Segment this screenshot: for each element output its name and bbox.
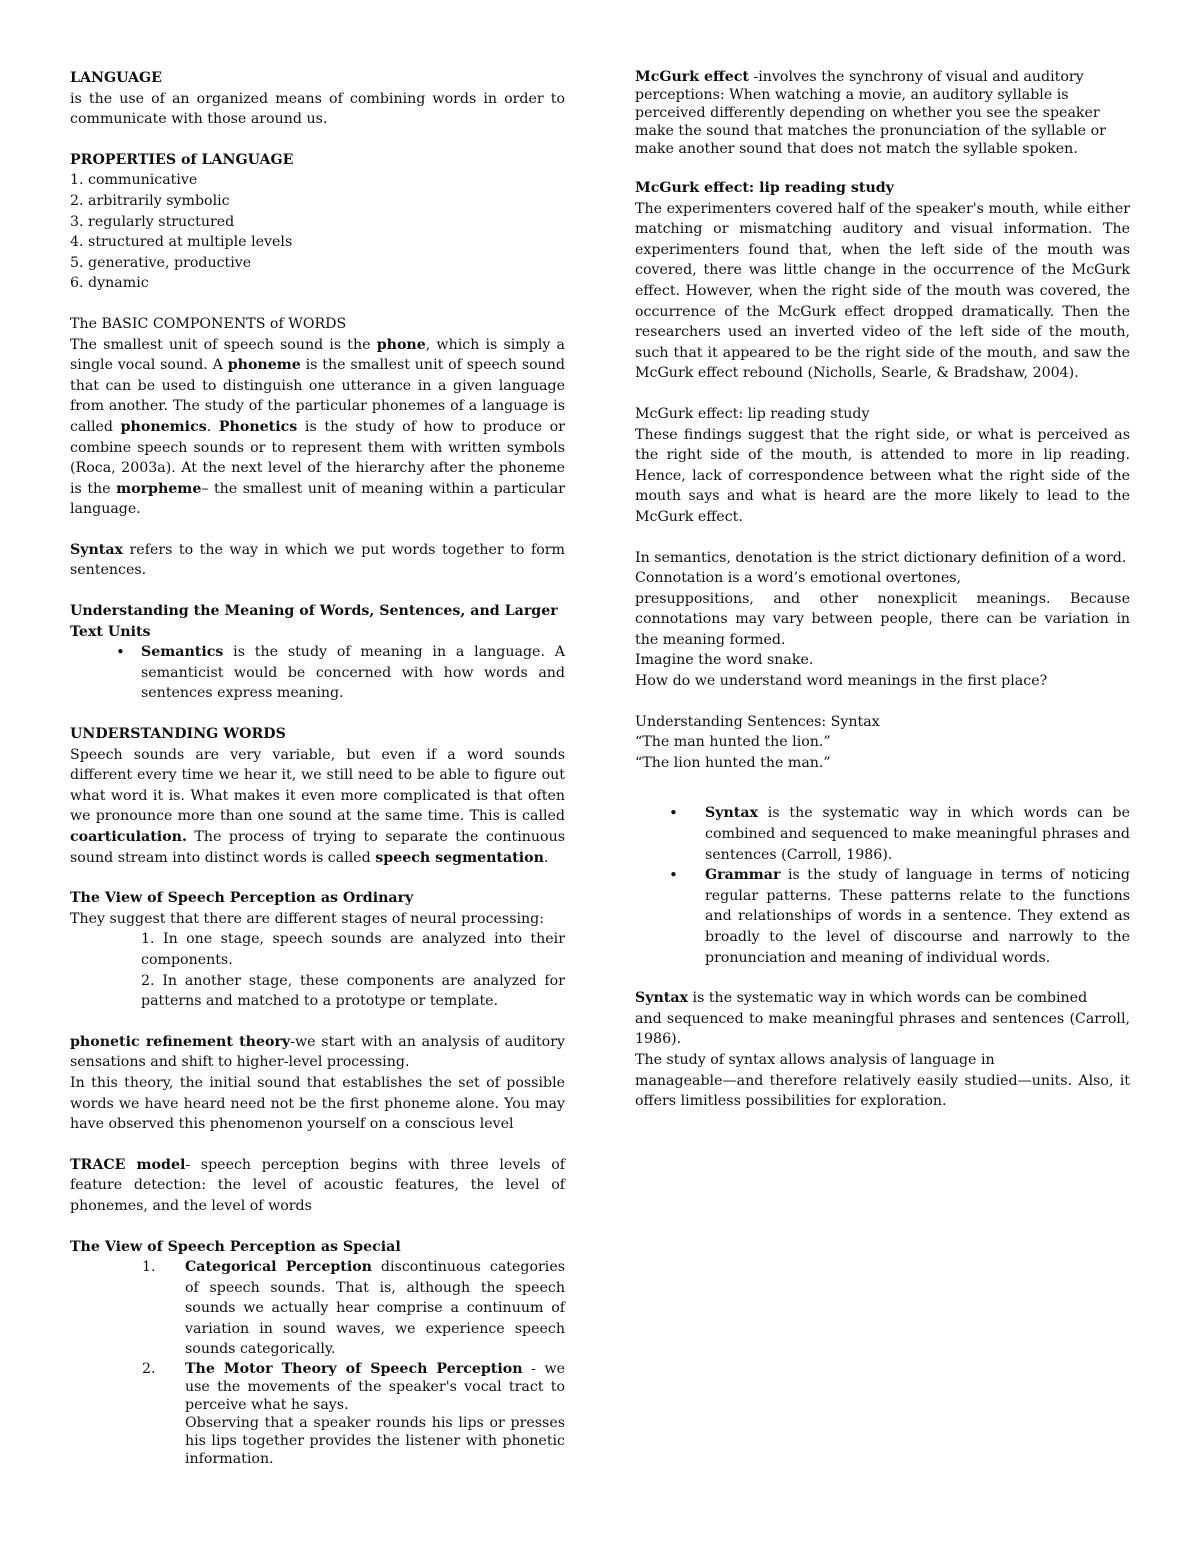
words-heading: UNDERSTANDING WORDS [70, 726, 286, 743]
example-sentence: “The lion hunted the man.” [635, 754, 831, 771]
term-grammar: Grammar [705, 867, 781, 884]
term-motor-theory: The Motor Theory of Speech Perception [185, 1361, 523, 1378]
example-sentence: “The man hunted the lion.” [635, 734, 831, 751]
term-syntax: Syntax [70, 541, 124, 558]
property-item: 4. structured at multiple levels [70, 234, 293, 251]
syntax-grammar-list [635, 803, 1130, 968]
term-phonetic-refinement: phonetic refinement theory [70, 1033, 291, 1050]
semantics-line: Connotation is a word’s emotional overtones, [635, 570, 962, 587]
property-item: 2. arbitrarily symbolic [70, 192, 230, 209]
syntax2-line: Syntax is the systematic way in which words can be combined [635, 990, 1088, 1007]
semantics-line: In semantics, denotation is the strict dictionary definition of a word. [635, 549, 1127, 566]
refinement-paragraph: phonetic refinement theory-we start with an analysis of auditory sensations and shift to higher-level processing. [70, 1033, 565, 1071]
term-syntax-2: Syntax [635, 990, 689, 1007]
ordinary-stage: 1. In one stage, speech sounds are analyzed into their components. [141, 931, 565, 968]
term-syntax-bullet: Syntax [705, 805, 759, 822]
trace-paragraph: TRACE model- speech perception begins with three levels of feature detection: the level of acoustic features, the level of phonemes, and the level of words [70, 1156, 565, 1214]
refinement-paragraph-2: In this theory, the initial sound that establishes the set of possible words we have heard need not be the first phoneme alone. You may have observed this phenomenon yourself on a conscious level [70, 1074, 565, 1133]
term-morpheme: morpheme [116, 480, 202, 497]
list-item: • Syntax is the systematic way in which words can be combined and sequenced to make meaningful phrases and sentences (Carroll, 1986). [635, 803, 1130, 865]
syntax-paragraph: Syntax refers to the way in which we put words together to form sentences. [70, 541, 565, 579]
words-paragraph: Speech sounds are very variable, but even if a word sounds different every time we hear it, we still need to be able to figure out what word it is. What makes it even more complicated is that often we pronounce more than one sound at the same time. This is called coarticulation. The process of trying to separate the continuous sound stream into distinct words is called speech segmentation. [70, 746, 565, 866]
special-heading: The View of Speech Perception as Special [70, 1238, 401, 1255]
property-item: 5. generative, productive [70, 254, 252, 271]
lip-reading-heading-2: McGurk effect: lip reading study [635, 405, 870, 422]
syntax2-line: The study of syntax allows analysis of language in [635, 1051, 995, 1068]
components-heading: The BASIC COMPONENTS of WORDS [70, 315, 347, 332]
understanding-heading: Understanding the Meaning of Words, Sentences, and Larger Text Units [70, 603, 558, 640]
term-phonemics: phonemics [120, 418, 207, 435]
sentences-heading: Understanding Sentences: Syntax [635, 713, 880, 730]
list-item: 1. Categorical Perception discontinuous categories of speech sounds. That is, although the speech sounds we actually hear comprise a continuum of variation in sound waves, we experience speech sounds categorically. [142, 1259, 565, 1358]
right-column [635, 68, 1130, 1112]
term-phone: phone [376, 336, 426, 353]
lip-reading-paragraph-2: These findings suggest that the right side, or what is perceived as the right side of the mouth, is attended to more in lip reading. Hence, lack of correspondence between what the right side of the mouth says and what is heard are the more likely to lead to the McGurk effect. [635, 426, 1130, 525]
lip-reading-paragraph: The experimenters covered half of the speaker's mouth, while either matching or mismatching auditory and visual information. The experimenters found that, when the left side of the mouth was covered, there was little change in the occurrence of the McGurk effect. However, when the right side of the mouth was covered, the occurrence of the McGurk effect dropped dramatically. Then the researchers used an inverted video of the left side of the mouth, such that it appeared to be the right side of the mouth, and saw the McGurk effect rebound (Nicholls, Searle, & Bradshaw, 2004). [635, 200, 1130, 382]
syntax2-line: manageable—and therefore relatively easily studied—units. Also, it offers limitless possibilities for exploration. [635, 1072, 1130, 1110]
term-categorical-perception: Categorical Perception [185, 1259, 372, 1276]
property-item: 6. dynamic [70, 275, 149, 292]
properties-heading: PROPERTIES of LANGUAGE [70, 151, 294, 168]
left-column [70, 68, 565, 1468]
property-item: 1. communicative [70, 172, 198, 189]
semantics-line: Imagine the word snake. [635, 652, 814, 669]
term-coarticulation: coarticulation. [70, 829, 187, 845]
language-definition: is the use of an organized means of combining words in order to communicate with those around us. [70, 90, 565, 128]
ordinary-stage: 2. In another stage, these components are analyzed for patterns and matched to a prototype or template. [141, 972, 565, 1010]
lip-reading-heading: McGurk effect: lip reading study [635, 180, 894, 196]
list-item: • Semantics is the study of meaning in a language. A semanticist would be concerned with how words and sentences express meaning. [70, 642, 565, 704]
term-mcgurk-effect: McGurk effect [635, 69, 749, 85]
list-item: • Grammar is the study of language in terms of noticing regular patterns. These patterns relate to the functions and relationships of words in a sentence. They extend as broadly to the level of discourse and narrowly to the pronunciation and meaning of individual words. [635, 865, 1130, 968]
semantics-line: presuppositions, and other nonexplicit meanings. Because connotations may vary between people, there can be variation in the meaning formed. [635, 590, 1130, 648]
ordinary-heading: The View of Speech Perception as Ordinary [70, 890, 414, 907]
components-paragraph: The smallest unit of speech sound is the phone, which is simply a single vocal sound. A phoneme is the smallest unit of speech sound that can be used to distinguish one utterance in a given language from another. The study of the particular phonemes of a language is called phonemics. Phonetics is the study of how to produce or combine speech sounds or to represent them with written symbols (Roca, 2003a). At the next level of the hierarchy after the phoneme is the morpheme– the smallest unit of meaning within a particular language. [70, 336, 566, 518]
special-list [70, 1257, 565, 1468]
term-phonetics: Phonetics [218, 418, 298, 435]
list-item: 2. The Motor Theory of Speech Perception - we use the movements of the speaker's vocal tract to perceive what he says. Observing that a speaker rounds his lips or presses his lips together provides the listener with phonetic information. [142, 1361, 566, 1468]
semantics-list [70, 642, 565, 704]
term-semantics: Semantics [141, 644, 224, 661]
semantics-line: How do we understand word meanings in the first place? [635, 673, 1048, 690]
property-item: 3. regularly structured [70, 213, 235, 230]
ordinary-intro: They suggest that there are different stages of neural processing: [70, 910, 545, 927]
term-phoneme: phoneme [227, 357, 301, 374]
term-speech-segmentation: speech segmentation [375, 849, 544, 866]
mcgurk-paragraph: McGurk effect -involves the synchrony of visual and auditory perceptions: When watching a movie, an auditory syllable is perceived differently depending on whether you see the speaker make the sound that matches the pronunciation of the syllable or make another sound that does not match the syllable spoken. [635, 69, 1106, 157]
term-trace-model: TRACE model [70, 1156, 186, 1173]
syntax2-line: and sequenced to make meaningful phrases and sentences (Carroll, 1986). [635, 1010, 1130, 1048]
language-heading: LANGUAGE [70, 70, 162, 86]
